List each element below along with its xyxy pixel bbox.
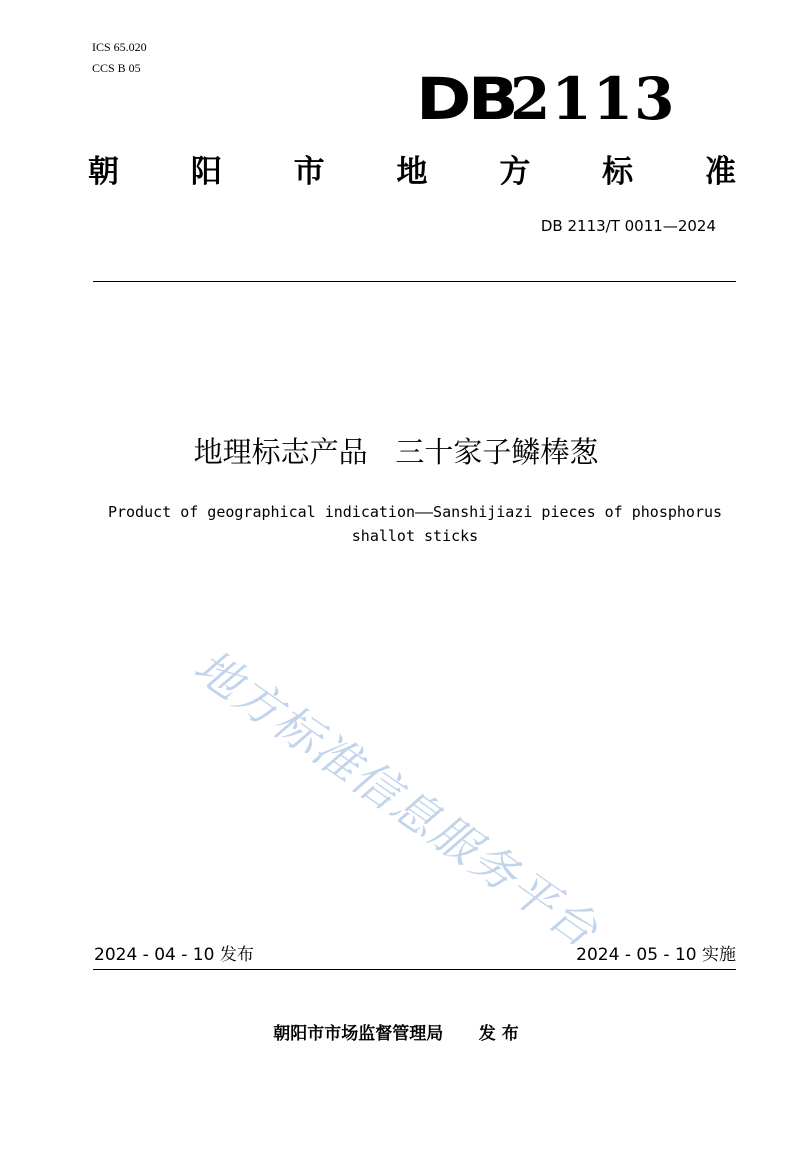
standard-type-char: 标: [602, 154, 634, 190]
ccs-code: CCS B 05: [92, 61, 141, 75]
issue-date: 2024 - 04 - 10 发布: [94, 945, 254, 965]
standard-type-char: 市: [293, 154, 325, 190]
title-english: Product of geographical indication——Sanshijiazi pieces of phosphorus shallot sticks: [107, 503, 723, 545]
implementation-date: 2024 - 05 - 10 实施: [576, 945, 736, 965]
standard-type-heading: [88, 150, 736, 194]
publisher: 朝阳市市场监督管理局 发 布: [273, 1024, 519, 1044]
standard-number: DB 2113/T 0011—2024: [540, 217, 716, 235]
standard-type-char: 阳: [190, 154, 222, 190]
standard-type-char: 方: [499, 154, 531, 190]
standard-type-char: 准: [704, 154, 736, 190]
title-chinese: 地理标志产品 三十家子鳞棒葱: [193, 435, 599, 469]
watermark: 地方标准信息服务平台: [184, 638, 609, 959]
db-logo: [416, 66, 675, 132]
top-divider: [93, 281, 736, 282]
ics-code: ICS 65.020: [92, 40, 147, 54]
bottom-divider: [93, 969, 736, 970]
db-logo-prefix: DB: [416, 65, 516, 133]
standard-type-char: 朝: [88, 154, 119, 190]
db-logo-number: 2113: [510, 65, 676, 133]
standard-type-char: 地: [396, 154, 428, 190]
